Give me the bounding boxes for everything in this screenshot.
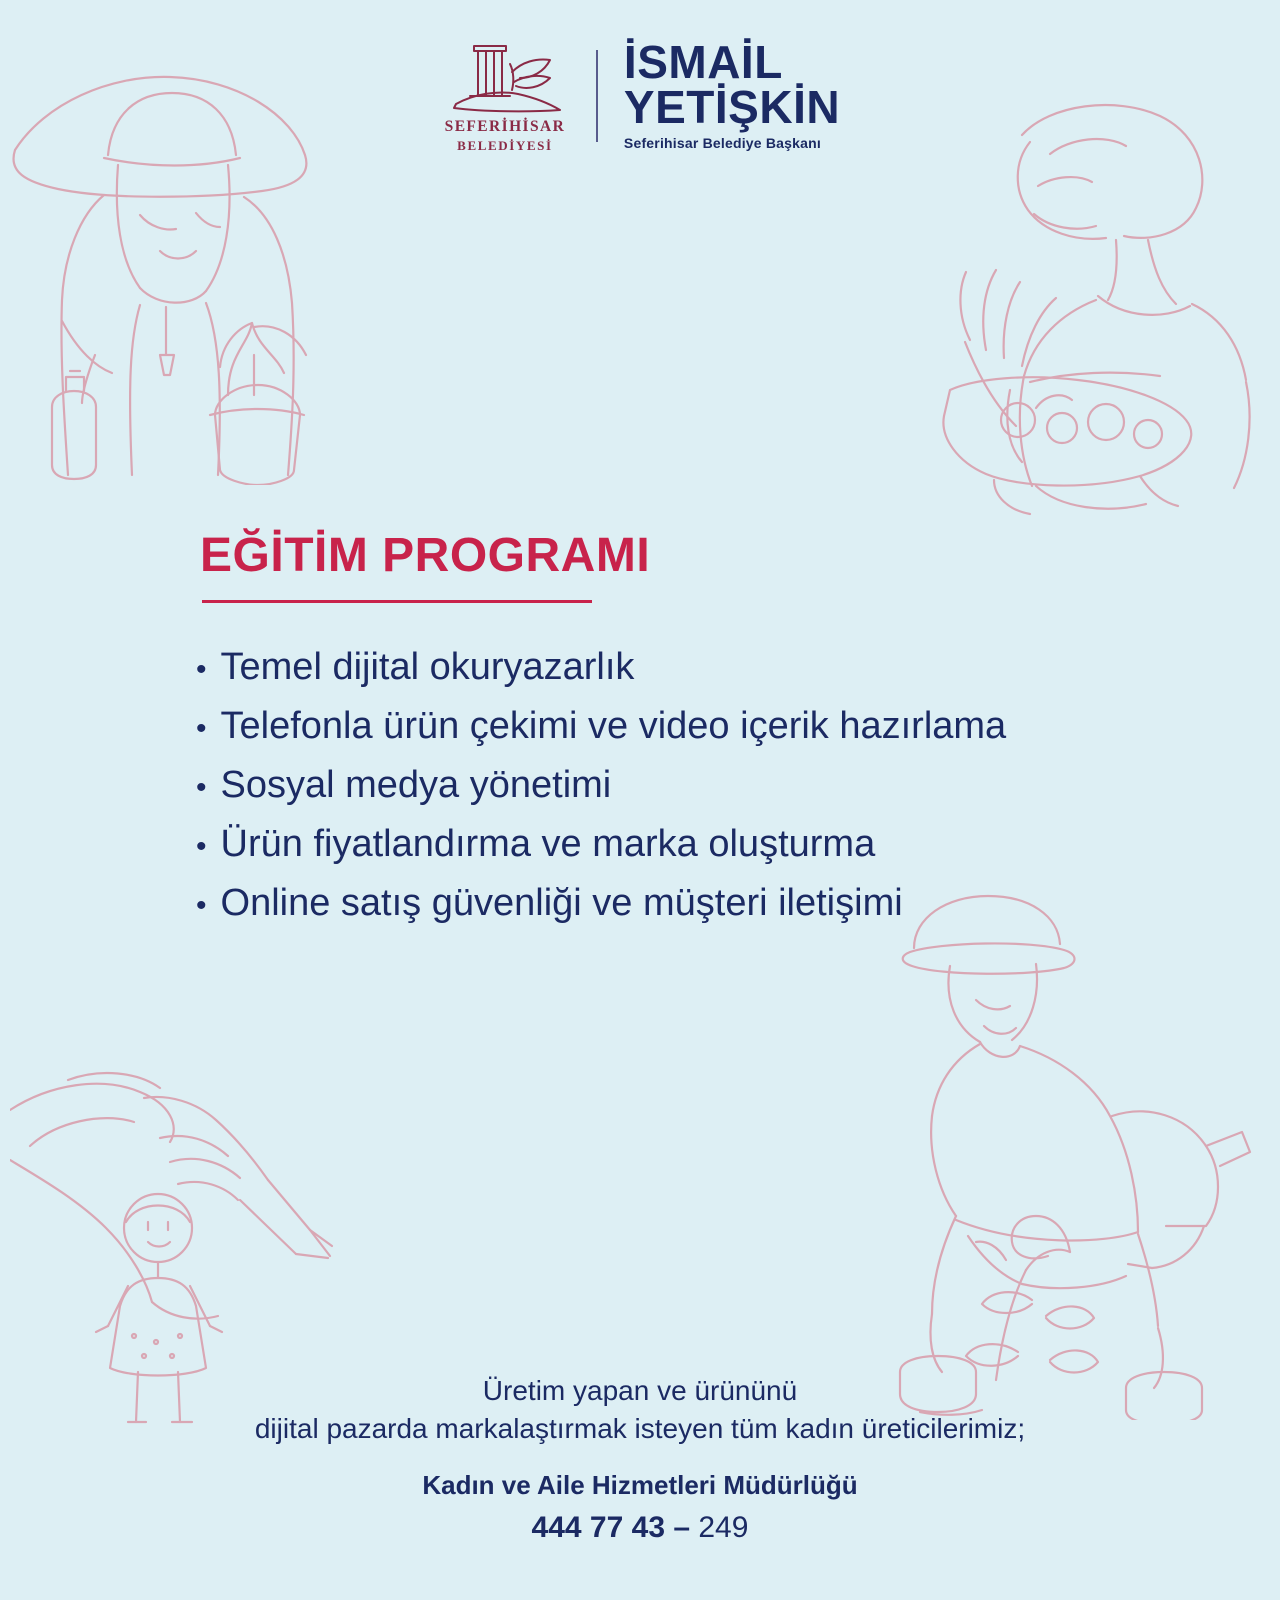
poster-footer xyxy=(0,1372,1280,1545)
poster-header xyxy=(0,35,1280,154)
mayor-last-name: YETİŞKİN xyxy=(623,81,841,134)
contact-phone xyxy=(0,1511,1280,1545)
municipality-logo xyxy=(440,38,570,154)
column-and-olive-branch-icon xyxy=(440,38,570,116)
bullet-icon: • xyxy=(196,888,207,922)
program-list xyxy=(196,638,1116,932)
mayor-title: Seferihisar Belediye Başkanı xyxy=(623,135,821,152)
phone-extension: 249 xyxy=(698,1510,749,1544)
list-item xyxy=(196,697,1116,756)
list-item xyxy=(196,874,1116,933)
list-item-label: Sosyal medya yönetimi xyxy=(220,763,612,806)
department-name: Kadın ve Aile Hizmetleri Müdürlüğü xyxy=(422,1469,858,1500)
list-item xyxy=(196,815,1116,874)
bullet-icon: • xyxy=(196,770,207,804)
list-item-label: Temel dijital okuryazarlık xyxy=(220,646,635,688)
list-item-label: Ürün fiyatlandırma ve marka oluşturma xyxy=(220,822,876,865)
list-item xyxy=(196,756,1116,815)
phone-number: 444 77 43 – xyxy=(531,1510,691,1544)
municipality-subtitle: BELEDİYESİ xyxy=(457,138,553,153)
page-title: EĞİTİM PROGRAMI xyxy=(200,529,651,582)
mayor-name-block xyxy=(623,35,841,152)
bullet-icon: • xyxy=(196,829,207,863)
list-item-label: Telefonla ürün çekimi ve video içerik hazırlama xyxy=(220,704,1007,747)
list-item xyxy=(196,638,1116,697)
mayor-first-name: İSMAİL xyxy=(623,35,783,88)
footer-line-1: Üretim yapan ve ürününü xyxy=(482,1375,798,1406)
woman-with-basket-illustration xyxy=(910,90,1280,520)
footer-line-2: dijital pazarda markalaştırmak isteyen tüm kadın üreticilerimiz; xyxy=(254,1412,1026,1444)
list-item-label: Online satış güvenliği ve müşteri iletişimi xyxy=(220,881,903,924)
bullet-icon: • xyxy=(196,711,207,745)
logo-divider xyxy=(596,50,598,142)
logo-block xyxy=(440,35,841,154)
person-watering-plant-illustration xyxy=(880,860,1280,1420)
bullet-icon: • xyxy=(196,653,207,686)
municipality-name: SEFERİHİSAR xyxy=(444,118,566,135)
title-underline xyxy=(202,600,592,603)
